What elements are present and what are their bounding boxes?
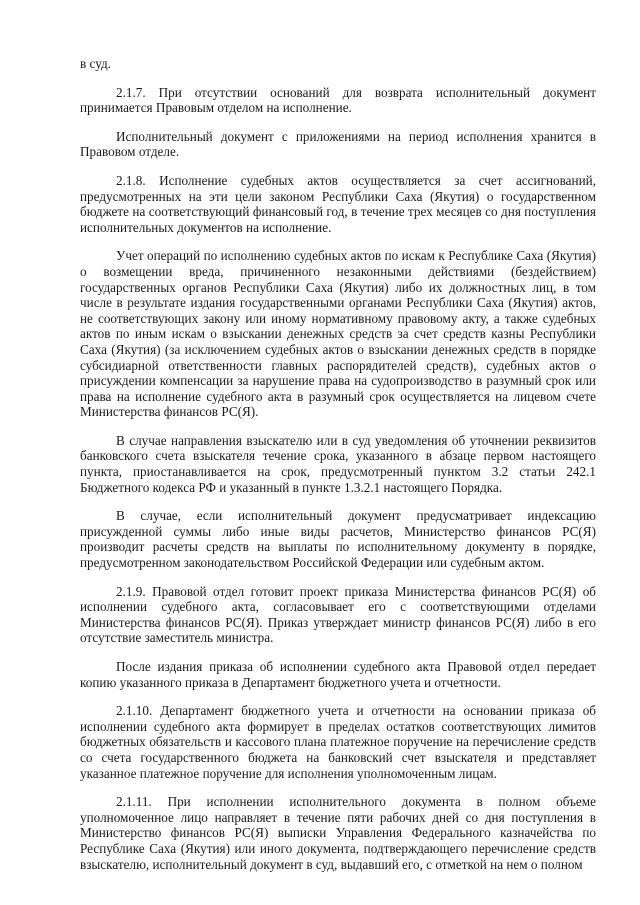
paragraph-notification: В случае направления взыскателю или в суд уведомления об уточнении реквизитов банковского счета взыскателя течение срока, указанного в абзаце первом настоящего пункта, приостанавливается на срок, предусмотренный пунктом 3.2 статьи 242.1 Бюджетного кодекса РФ и указанный в пункте 1.3.2.1 настоящего Порядка. [80,432,596,495]
paragraph-indexation: В случае, если исполнительный документ предусматривает индексацию присужденной суммы либо иные виды расчетов, Министерство финансов РС(Я) производит расчеты средств на выплаты по исполнительному документу в порядке, предусмотренном законодательством Российской Федерации или судебным актом. [80,508,596,571]
paragraph-order-copy: После издания приказа об исполнении судебного акта Правовой отдел передает копию указанного приказа в Департамент бюджетного учета и отчетности. [80,659,596,690]
paragraph-2-1-7: 2.1.7. При отсутствии оснований для возврата исполнительный документ принимается Правовым отделом на исполнение. [80,84,596,116]
paragraph-2-1-9: 2.1.9. Правовой отдел готовит проект приказа Министерства финансов РС(Я) об исполнении судебного акта, согласовывает его с соответствующими отделами Министерства финансов РС(Я). Приказ утверждает министр финансов РС(Я) либо в его отсутствие заместитель министра. [80,583,596,646]
paragraph-accounting: Учет операций по исполнению судебных актов по искам к Республике Саха (Якутия) о возмещении вреда, причиненного незаконными действиями (бездействием) государственных органов Республики Саха (Якутия) либо их должностных лиц, в том числе в результате издания государственными органами Республики Саха (Якутия) актов, не соответствующих закону или иному нормативному правовому акту, а также судебных актов по иным искам о взыскании денежных средств за счет средств казны Республики Саха (Якутия) (за исключением судебных актов о взыскании денежных средств в порядке субсидиарной ответственности главных распорядителей средств), судебных актов о присуждении компенсации за нарушение права на судопроизводство в разумный срок или права на исполнение судебного акта в разумный срок осуществляется на лицевом счете Министерства финансов РС(Я). [80,248,596,420]
paragraph-2-1-10: 2.1.10. Департамент бюджетного учета и отчетности на основании приказа об исполнении судебного акта формирует в пределах остатков соответствующих лимитов бюджетных обязательств и кассового плана платежное поручение на перечисление средств со счета государственного бюджета на банковский счет взыскателя и представляет указанное платежное поручение для исполнения уполномоченным лицам. [80,703,596,781]
paragraph-continuation: в суд. [80,56,111,71]
paragraph-2-1-8: 2.1.8. Исполнение судебных актов осуществляется за счет ассигнований, предусмотренных на эти цели законом Республики Саха (Якутия) о государственном бюджете на соответствующий финансовый год, в течение трех месяцев со дня поступления исполнительных документов на исполнение. [80,172,596,235]
paragraph-2-1-11: 2.1.11. При исполнении исполнительного документа в полном объеме уполномоченное лицо направляет в течение пяти рабочих дней со дня поступления в Министерство финансов РС(Я) выписки Управления Федерального казначейства по Республике Саха (Якутия) или иного документа, подтверждающего перечисление средств взыскателю, исполнительный документ в суд, выдавший его, с отметкой на нем о полном [80,794,596,872]
paragraph-storage: Исполнительный документ с приложениями на период исполнения хранится в Правовом отделе. [80,128,596,160]
